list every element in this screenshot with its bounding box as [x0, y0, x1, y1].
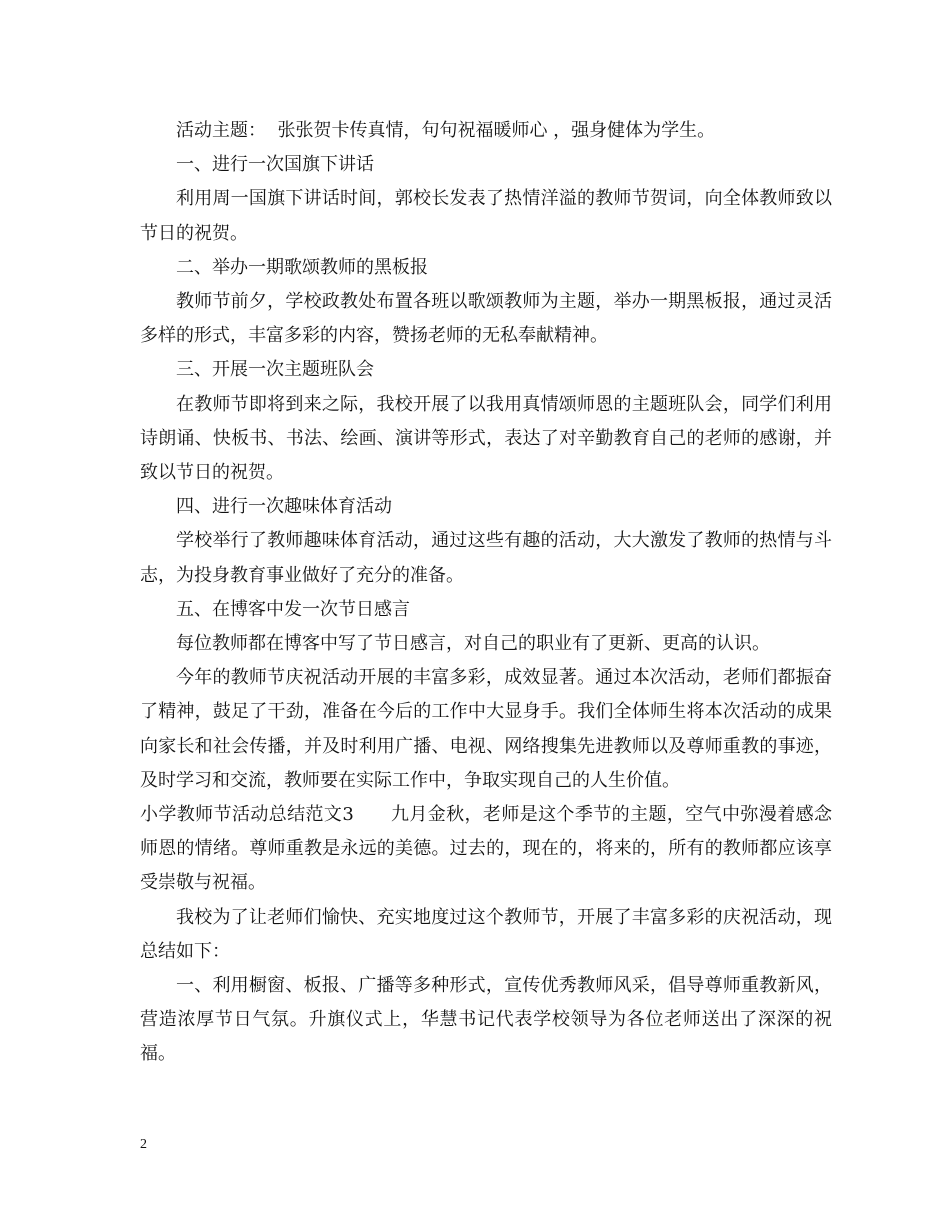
document-body — [140, 114, 832, 1072]
body-paragraph: 一、利用橱窗、板报、广播等多种形式，宣传优秀教师风采，倡导尊师重教新风，营造浓厚节日气氛。升旗仪式上，华慧书记代表学校领导为各位老师送出了深深的祝福。 — [140, 975, 832, 1065]
body-paragraph: 在教师节即将到来之际，我校开展了以我用真情颂师恩的主题班队会，同学们利用诗朗诵、快板书、书法、绘画、演讲等形式，表达了对辛勤教育自己的老师的感谢，并致以节日的祝贺。 — [140, 393, 832, 484]
section-heading-4: 四、进行一次趣味体育活动 — [176, 496, 392, 518]
section-heading-2: 二、举办一期歌颂教师的黑板报 — [176, 256, 428, 278]
body-paragraph: 每位教师都在博客中写了节日感言，对自己的职业有了更新、更高的认识。 — [176, 633, 770, 655]
body-paragraph: 学校举行了教师趣味体育活动，通过这些有趣的活动，大大激发了教师的热情与斗志，为投身教育事业做好了充分的准备。 — [140, 530, 832, 586]
section-heading-1: 一、进行一次国旗下讲话 — [176, 154, 374, 176]
body-paragraph: 利用周一国旗下讲话时间，郭校长发表了热情洋溢的教师节贺词，向全体教师致以节日的祝贺。 — [140, 188, 832, 244]
theme-paragraph: 活动主题： 张张贺卡传真情，句句祝福暖师心 ，强身健体为学生。 — [176, 120, 716, 141]
body-paragraph: 我校为了让老师们愉快、充实地度过这个教师节，开展了丰富多彩的庆祝活动，现总结如下： — [140, 906, 832, 962]
body-paragraph: 教师节前夕，学校政教处布置各班以歌颂教师为主题，举办一期黑板报，通过灵活多样的形式，丰富多彩的内容，赞扬老师的无私奉献精神。 — [140, 291, 832, 347]
section-heading-3: 三、开展一次主题班队会 — [176, 359, 374, 381]
article-3-intro-paragraph: 小学教师节活动总结范文3 九月金秋，老师是这个季节的主题，空气中弥漫着感念师恩的情绪。尊师重教是永远的美德。过去的，现在的，将来的，所有的教师都应该享受崇敬与祝福。 — [140, 804, 832, 894]
summary-paragraph: 今年的教师节庆祝活动开展的丰富多彩，成效显著。通过本次活动，老师们都振奋了精神，鼓足了干劲，准备在今后的工作中大显身手。我们全体师生将本次活动的成果向家长和社会传播，并及时利用广播、电视、网络搜集先进教师以及尊师重教的事迹，及时学习和交流，教师要在实际工作中，争取实现自己的人生价值。 — [140, 667, 832, 791]
page-number: 2 — [140, 1137, 147, 1152]
section-heading-5: 五、在博客中发一次节日感言 — [176, 598, 410, 620]
